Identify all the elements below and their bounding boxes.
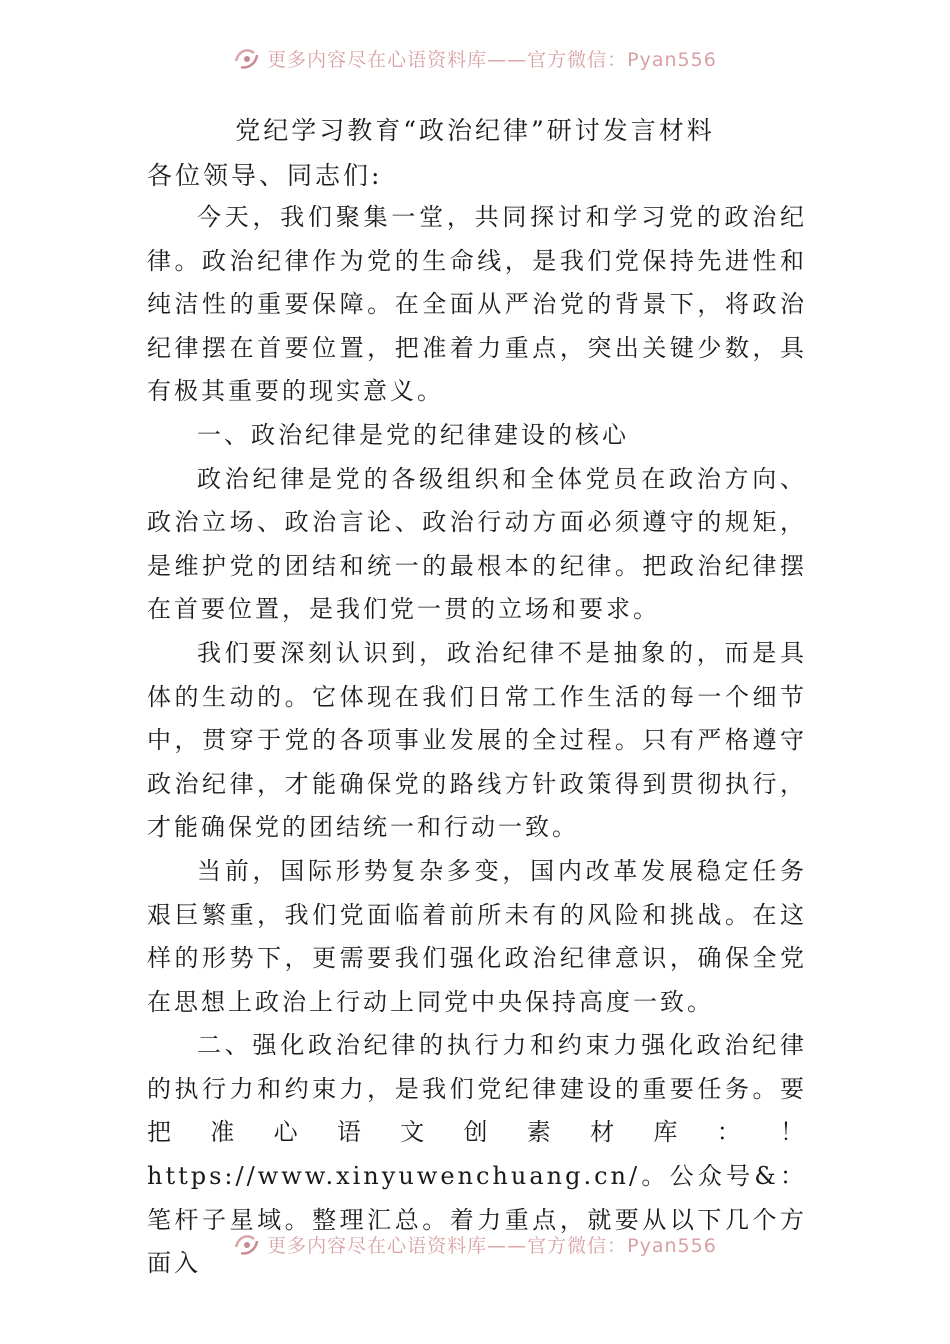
paragraph: 我们要深刻认识到，政治纪律不是抽象的，而是具体的生动的。它体现在我们日常工作生活的每一个细节中，贯穿于党的各项事业发展的全过程。只有严格遵守政治纪律，才能确保党的路线方针政策得到贯彻执行，才能确保党的团结统一和行动一致。 bbox=[147, 638, 807, 842]
paragraph: 当前，国际形势复杂多变，国内改革发展稳定任务艰巨繁重，我们党面临着前所未有的风险和挑战。在这样的形势下，更需要我们强化政治纪律意识，确保全党在思想上政治上行动上同党中央保持高度一致。 bbox=[147, 856, 807, 1016]
section-heading: 一、政治纪律是党的纪律建设的核心 bbox=[197, 420, 629, 449]
banner-text: 更多内容尽在心语资料库——官方微信：Pyan556 bbox=[267, 1234, 717, 1257]
document-title: 党纪学习教育“政治纪律”研讨发言材料 bbox=[235, 116, 715, 145]
paragraph: 二、强化政治纪律的执行力和约束力强化政治纪律的执行力和约束力，是我们党纪律建设的重要任务。要把准心语文创素材库：！https://www.xinyuwenchuang.cn/。公众号&：笔杆子星域。整理汇总。着力重点，就要从以下几个方面入 bbox=[147, 1031, 807, 1278]
paragraph: 今天，我们聚集一堂，共同探讨和学习党的政治纪律。政治纪律作为党的生命线，是我们党保持先进性和纯洁性的重要保障。在全面从严治党的背景下，将政治纪律摆在首要位置，把准着力重点，突出关键少数，具有极其重要的现实意义。 bbox=[147, 203, 807, 406]
document-body bbox=[147, 196, 807, 1286]
paragraph: 政治纪律是党的各级组织和全体党员在政治方向、政治立场、政治言论、政治行动方面必须遵守的规矩，是维护党的团结和统一的最根本的纪律。把政治纪律摆在首要位置，是我们党一贯的立场和要求。 bbox=[147, 464, 807, 624]
salutation: 各位领导、同志们: bbox=[147, 161, 383, 190]
banner-text: 更多内容尽在心语资料库——官方微信：Pyan556 bbox=[267, 48, 717, 71]
logo-icon bbox=[233, 45, 261, 71]
header-watermark-banner bbox=[0, 38, 950, 78]
footer-watermark-banner bbox=[0, 1224, 950, 1264]
logo-icon bbox=[233, 1231, 261, 1257]
